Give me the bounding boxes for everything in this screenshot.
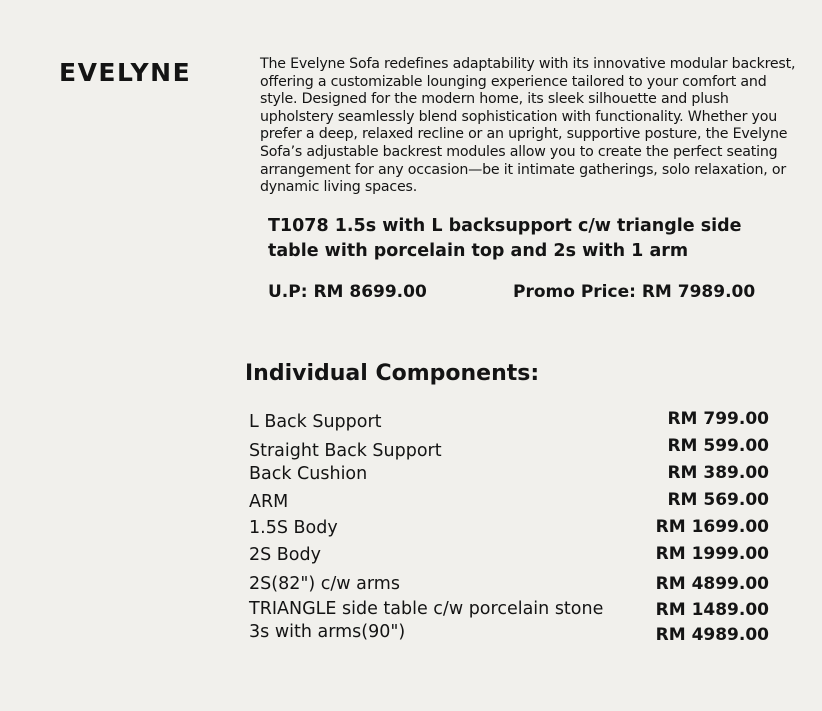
component-name: Straight Back Support bbox=[249, 441, 442, 461]
component-price: RM 389.00 bbox=[667, 463, 769, 483]
component-price: RM 1489.00 bbox=[655, 600, 769, 620]
component-price: RM 799.00 bbox=[667, 409, 769, 429]
component-price: RM 569.00 bbox=[667, 490, 769, 510]
component-price: RM 4989.00 bbox=[655, 625, 769, 645]
package-title: T1078 1.5s with L backsupport c/w triangle side table with porcelain top and 2s with 1 arm bbox=[268, 216, 742, 261]
component-price: RM 1699.00 bbox=[655, 517, 769, 537]
component-name: ARM bbox=[249, 492, 289, 512]
components-heading: Individual Components: bbox=[245, 361, 540, 386]
component-name: Back Cushion bbox=[249, 464, 368, 484]
promo-price: Promo Price: RM 7989.00 bbox=[513, 282, 756, 302]
unit-price: U.P: RM 8699.00 bbox=[268, 282, 427, 302]
product-description: The Evelyne Sofa redefines adaptability with its innovative modular backrest, offering a customizable lounging experience tailored to your comfort and style. Designed for the modern home, its sleek silhouette and plush upholstery seamlessly blend sophistication with functionality. Whether you prefer a deep, relaxed recline or an upright, supportive posture, the Evelyne Sofa’s adjustable backrest modules allow you to create the perfect seating arrangement for any occasion—be it intimate gatherings, solo relaxation, or dynamic living spaces. bbox=[260, 56, 796, 196]
component-name: 2S(82") c/w arms bbox=[249, 574, 400, 594]
component-name: TRIANGLE side table c/w porcelain stone bbox=[249, 599, 604, 619]
product-name: EVELYNE bbox=[59, 58, 192, 87]
component-name: 2S Body bbox=[249, 545, 321, 565]
component-name: L Back Support bbox=[249, 412, 382, 432]
component-name: 1.5S Body bbox=[249, 518, 338, 538]
component-price: RM 4899.00 bbox=[655, 574, 769, 594]
component-price: RM 1999.00 bbox=[655, 544, 769, 564]
component-name: 3s with arms(90") bbox=[249, 622, 406, 642]
component-price: RM 599.00 bbox=[667, 436, 769, 456]
